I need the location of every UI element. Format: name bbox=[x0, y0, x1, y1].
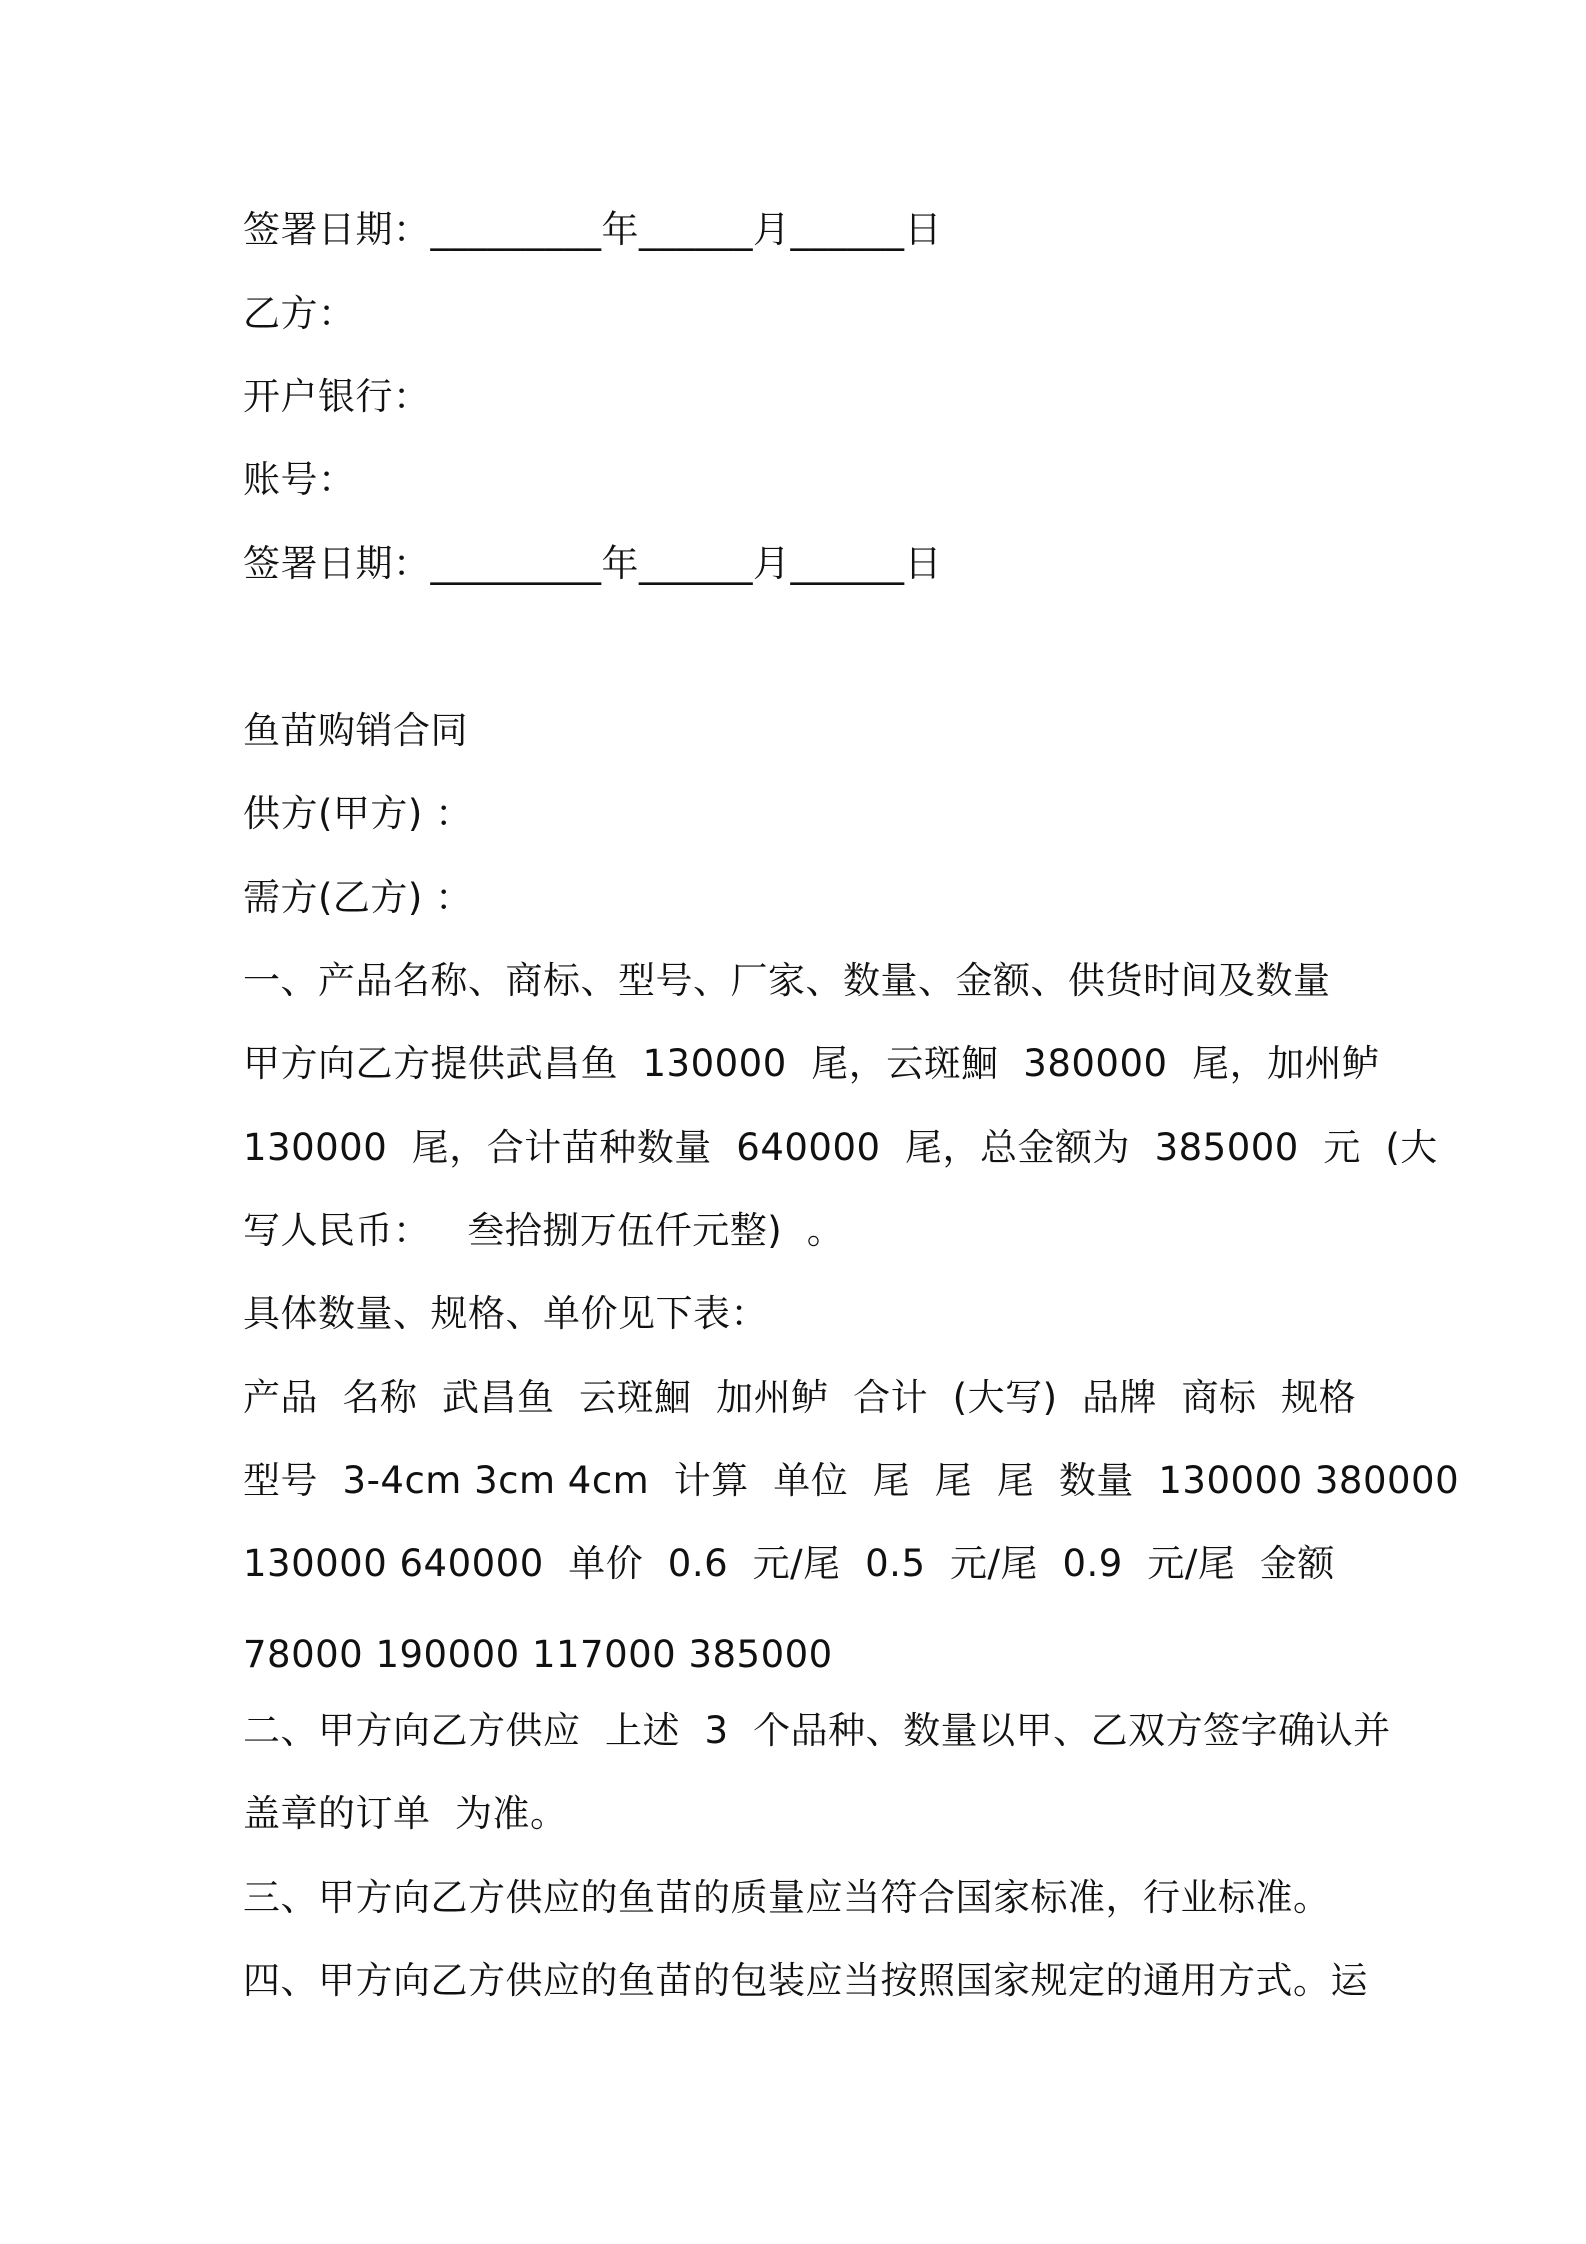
section-2-line-1: 二、甲方向乙方供应 上述 3 个品种、数量以甲、乙双方签字确认并 bbox=[243, 1709, 1391, 1752]
party-b-label: 乙方： bbox=[243, 292, 356, 335]
section-1-heading: 一、产品名称、商标、型号、厂家、数量、金额、供货时间及数量 bbox=[243, 959, 1331, 1002]
supplier-label: 供方(甲方) ： bbox=[243, 792, 473, 835]
table-intro: 具体数量、规格、单价见下表： bbox=[243, 1292, 768, 1335]
bank-label: 开户银行： bbox=[243, 375, 431, 418]
signing-date-line-2: 签署日期：_________年______月______日 bbox=[243, 542, 942, 585]
buyer-label: 需方(乙方) ： bbox=[243, 876, 473, 919]
section-1-text-line-1: 甲方向乙方提供武昌鱼 130000 尾，云斑鮰 380000 尾，加州鲈 bbox=[243, 1042, 1380, 1085]
section-4-line: 四、甲方向乙方供应的鱼苗的包装应当按照国家规定的通用方式。运 bbox=[243, 1959, 1368, 2002]
signing-date-line-1: 签署日期：_________年______月______日 bbox=[243, 208, 942, 251]
section-1-text-line-2: 130000 尾，合计苗种数量 640000 尾，总金额为 385000 元 (大 bbox=[243, 1126, 1438, 1169]
section-1-text-line-3: 写人民币： 叁拾捌万伍仟元整) 。 bbox=[243, 1209, 845, 1252]
section-2-line-2: 盖章的订单 为准。 bbox=[243, 1792, 568, 1835]
table-text-line-2: 型号 3-4cm 3cm 4cm 计算 单位 尾 尾 尾 数量 130000 380000 bbox=[243, 1459, 1460, 1502]
contract-title: 鱼苗购销合同 bbox=[243, 709, 468, 752]
account-label: 账号： bbox=[243, 458, 356, 501]
table-text-line-1: 产品 名称 武昌鱼 云斑鮰 加州鲈 合计 (大写) 品牌 商标 规格 bbox=[243, 1376, 1357, 1419]
section-3-line: 三、甲方向乙方供应的鱼苗的质量应当符合国家标准，行业标准。 bbox=[243, 1876, 1331, 1919]
table-text-line-3: 130000 640000 单价 0.6 元/尾 0.5 元/尾 0.9 元/尾 金额 bbox=[243, 1542, 1335, 1585]
table-text-line-4: 78000 190000 117000 385000 bbox=[243, 1633, 833, 1676]
